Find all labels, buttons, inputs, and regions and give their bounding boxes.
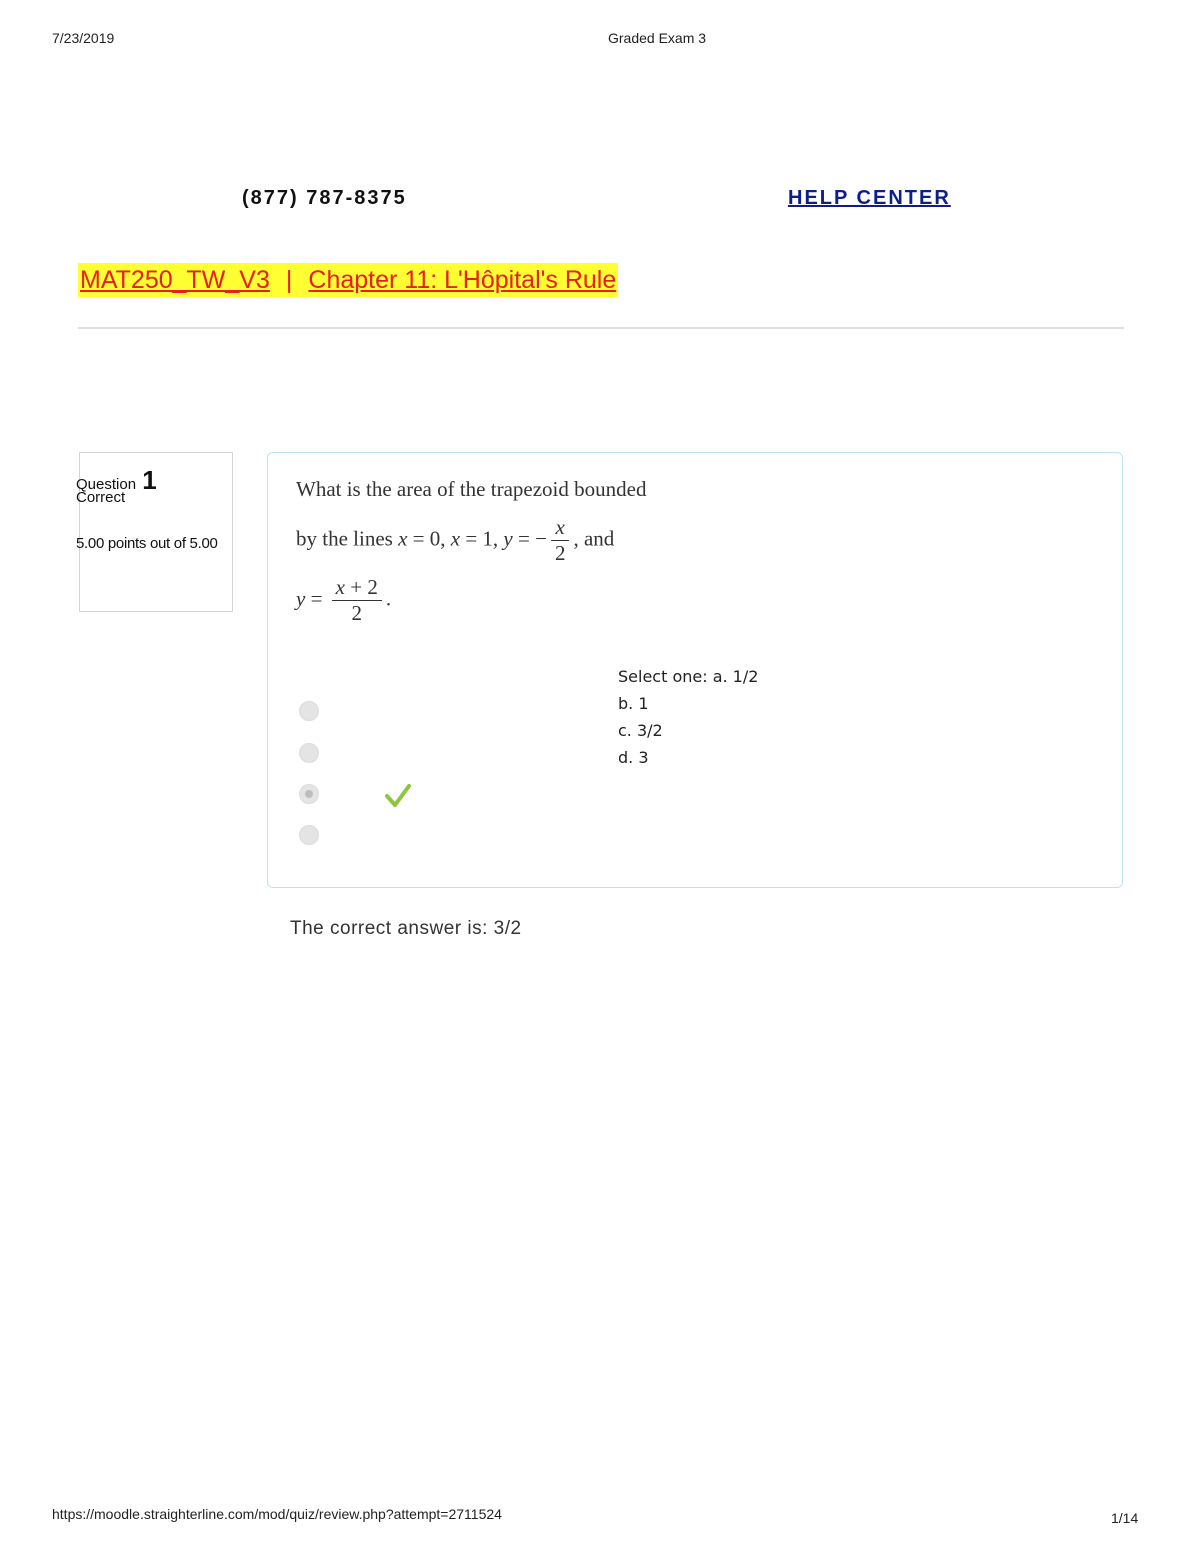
breadcrumb (78, 262, 618, 298)
eq3-var: y (503, 526, 513, 551)
option-c-label: c. 3/2 (618, 721, 663, 740)
option-b-radio[interactable] (299, 743, 319, 763)
question-text-line3 (296, 575, 391, 626)
fraction-x-over-2 (551, 515, 570, 566)
question-state: Correct (76, 489, 126, 506)
option-a-radio[interactable] (299, 701, 319, 721)
select-one-label: Select one: (618, 667, 708, 686)
and-text: , and (573, 526, 615, 551)
select-one-row (618, 667, 758, 686)
question-text-line2 (296, 515, 614, 566)
eq1-rest: = 0, (407, 526, 451, 551)
lines-prefix: by the lines (296, 526, 393, 551)
question-label: Question (76, 476, 137, 493)
fraction-denominator: 2 (332, 600, 382, 626)
period: . (385, 586, 392, 611)
question-text-line1: What is the area of the trapezoid bounded (296, 477, 647, 501)
option-d-radio[interactable] (299, 825, 319, 845)
checkmark-icon (384, 783, 412, 809)
fraction-denominator: 2 (551, 540, 570, 566)
question-grade: 5.00 points out of 5.00 (76, 535, 218, 552)
print-date: 7/23/2019 (52, 30, 115, 46)
correct-answer-feedback: The correct answer is: 3/2 (290, 918, 522, 939)
print-footer-url: https://moodle.straighterline.com/mod/quiz/review.php?attempt=2711524 (52, 1506, 502, 1522)
phone-number: (877) 787-8375 (242, 187, 407, 209)
eq4-rest: = (305, 586, 328, 611)
print-title: Graded Exam 3 (608, 30, 707, 46)
question-content-box (267, 452, 1123, 888)
print-footer-page: 1/14 (1111, 1510, 1139, 1526)
question-info-panel (76, 452, 233, 612)
fraction-numerator: x (555, 515, 565, 539)
breadcrumb-course-link[interactable]: MAT250_TW_V3 (78, 263, 272, 297)
option-c-radio[interactable] (299, 784, 319, 804)
header-divider (78, 327, 1124, 329)
question-number: 1 (142, 465, 157, 495)
option-d-label: d. 3 (618, 748, 649, 767)
help-center-link[interactable]: HELP CENTER (788, 187, 951, 209)
option-a-label: a. 1/2 (712, 667, 759, 686)
eq4-var: y (296, 586, 306, 611)
eq2-var: x (450, 526, 461, 551)
breadcrumb-chapter-link[interactable]: Chapter 11: L'Hôpital's Rule (306, 263, 618, 297)
eq2-rest: = 1, (460, 526, 504, 551)
fraction-numerator: x + 2 (335, 575, 378, 599)
eq3-rest: = − (512, 526, 547, 551)
breadcrumb-separator: | (272, 263, 307, 297)
option-b-label: b. 1 (618, 694, 649, 713)
fraction-x-plus-2-over-2 (332, 575, 382, 626)
eq1-var: x (398, 526, 408, 551)
